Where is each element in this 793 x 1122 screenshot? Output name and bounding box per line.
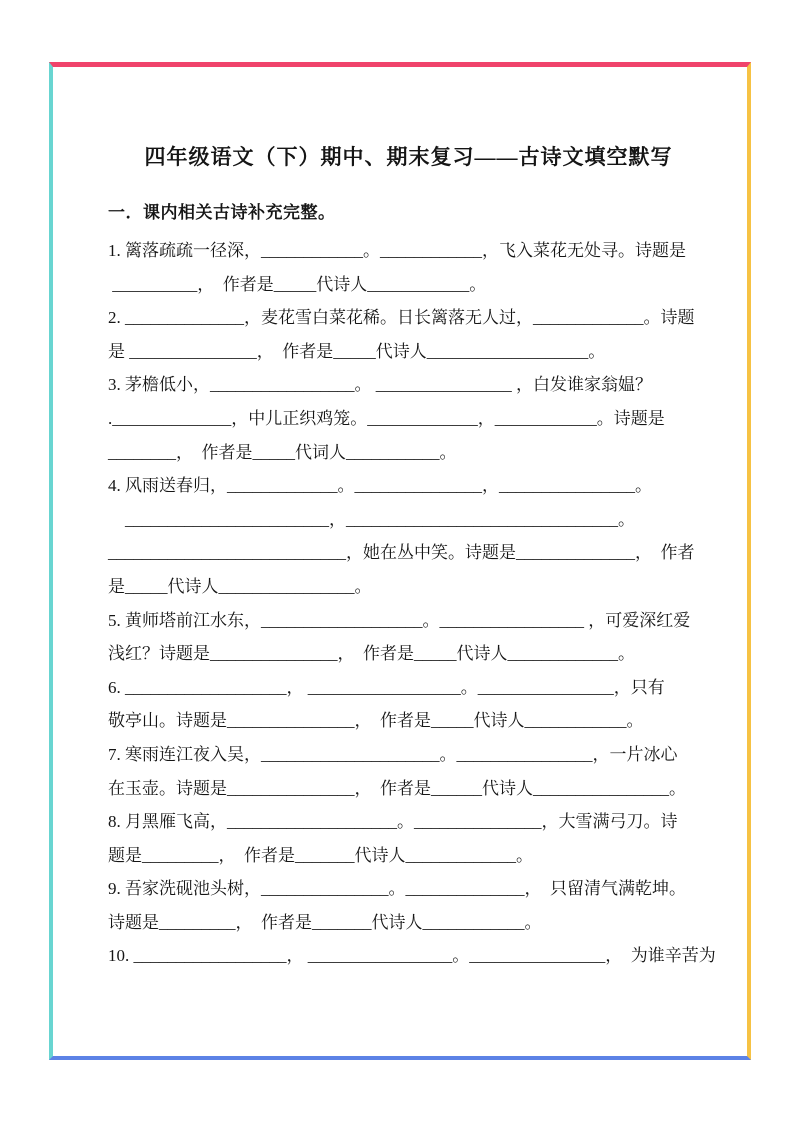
text-line: ________， 作者是_____代词人___________。 (108, 442, 457, 462)
text-line: 2. ______________，麦花雪白菜花稀。日长篱落无人过，_____________。诗题 (108, 308, 695, 328)
text-line: 3. 茅檐低小，_________________。 ________________ ，白发谁家翁媪？ (108, 375, 652, 395)
text-line: 7. 寒雨连江夜入吴，_____________________。________________，一片冰心 (108, 744, 678, 764)
text-line: 10. __________________， _________________。________________， 为谁辛苦为 (108, 946, 716, 966)
body-lines (108, 234, 716, 973)
page-title: 四年级语文（下）期中、期末复习——古诗文填空默写 (144, 145, 673, 169)
text-line: .______________，中儿正织鸡笼。_____________，____________。诗题是 (108, 408, 665, 428)
text-line: __________， 作者是_____代诗人____________。 (108, 274, 487, 294)
text-line: 4. 风雨送春归，_____________。_______________，________________。 (108, 476, 652, 496)
text-line: 9. 吾家洗砚池头树，_______________。______________， 只留清气满乾坤。 (108, 879, 686, 899)
text-line: 6. ___________________， __________________。________________，只有 (108, 677, 665, 697)
text-line: 是_____代诗人________________。 (108, 576, 372, 596)
text-line: 8. 月黑雁飞高，____________________。_______________，大雪满弓刀。诗 (108, 812, 678, 832)
text-line: ____________________________，她在丛中笑。诗题是______________， 作者 (108, 543, 695, 563)
text-line: 是 _______________， 作者是_____代诗人___________________。 (108, 341, 606, 361)
text-line: ________________________，________________________________。 (108, 509, 635, 529)
text-line: 诗题是_________， 作者是_______代诗人____________。 (108, 912, 542, 932)
section-heading: 一．课内相关古诗补充完整。 (108, 203, 336, 222)
worksheet-content (53, 67, 747, 973)
decorative-border-frame (49, 62, 751, 1060)
text-line: 1. 篱落疏疏一径深，____________。____________，飞入菜花无处寻。诗题是 (108, 241, 686, 260)
text-line: 题是_________， 作者是_______代诗人_____________。 (108, 845, 533, 865)
text-line: 5. 黄师塔前江水东，___________________。_________________ ，可爱深红爱 (108, 610, 691, 630)
text-line: 在玉壶。诗题是_______________， 作者是______代诗人________________。 (108, 778, 686, 798)
text-line: 浅红？诗题是_______________， 作者是_____代诗人_____________。 (108, 644, 635, 664)
text-line: 敬亭山。诗题是_______________， 作者是_____代诗人____________。 (108, 711, 644, 731)
